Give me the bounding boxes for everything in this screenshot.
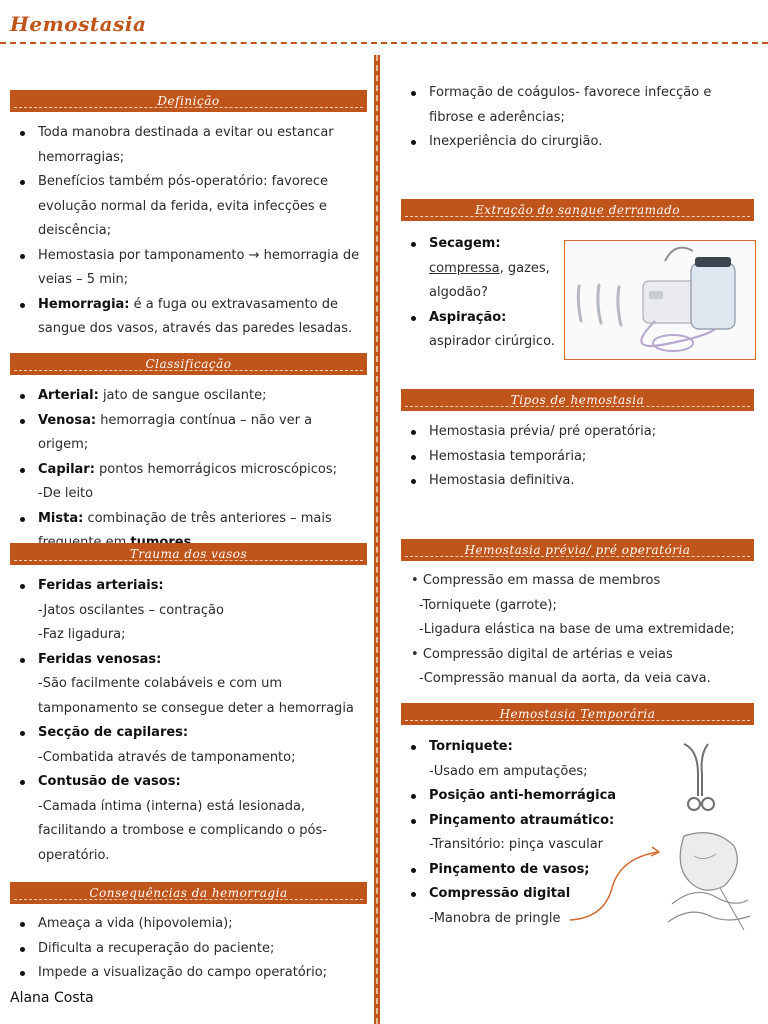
header-consequencias: Consequências da hemorragia (10, 882, 367, 904)
list-item: Secção de capilares: (10, 721, 366, 746)
aspirator-illustration (565, 241, 755, 359)
list-item: Feridas arteriais: (10, 574, 366, 599)
list-item: Aspiração: aspirador cirúrgico. (401, 306, 561, 355)
list-item: Benefícios também pós-operatório: favorece evolução normal da ferida, evita infecções e deiscência; (10, 170, 366, 244)
header-trauma: Trauma dos vasos (10, 543, 367, 565)
list-item: Venosa: hemorragia contínua – não ver a origem; (10, 409, 366, 458)
list-item: Hemostasia por tamponamento → hemorragia de veias – 5 min; (10, 244, 366, 293)
header-tipos: Tipos de hemostasia (401, 389, 754, 411)
list-subitem: -Usado em amputações; (429, 763, 588, 779)
list-item: Dificulta a recuperação do paciente; (10, 937, 366, 962)
header-definicao: Definição (10, 90, 367, 112)
list-subitem: -Manobra de pringle (429, 910, 561, 926)
vascular-clamp-icon (674, 740, 726, 816)
list-tipos (401, 420, 753, 494)
column-divider-dash (376, 55, 378, 1024)
list-item: Hemorragia: é a fuga ou extravasamento de sangue dos vasos, através das paredes lesadas. (10, 293, 366, 342)
list-item: Hemostasia definitiva. (401, 469, 753, 494)
list-item: Ameaça a vida (hipovolemia); (10, 912, 366, 937)
page-title: Hemostasia (10, 12, 147, 36)
list-extracao (401, 232, 561, 355)
header-temporaria: Hemostasia Temporária (401, 703, 754, 725)
list-subitem: -Compressão manual da aorta, da veia cava. (419, 671, 711, 686)
list-item: Pinçamento de vasos; (401, 858, 631, 883)
list-subitem: -Jatos oscilantes – contração (38, 602, 224, 618)
list-item: Impede a visualização do campo operatório; (10, 961, 366, 986)
header-extracao: Extração do sangue derramado (401, 199, 754, 221)
list-item: Secagem: compressa, gazes, algodão? (401, 232, 561, 306)
list-subitem: -Faz ligadura; (38, 627, 126, 642)
pringle-maneuver-illustration (664, 826, 754, 932)
list-classificacao (10, 384, 366, 556)
title-rule (0, 42, 768, 44)
list-continuacao (401, 81, 753, 155)
list-subitem: -De leito (38, 486, 94, 501)
author-signature: Alana Costa (10, 990, 94, 1006)
list-item: Compressão digital (401, 882, 631, 907)
list-consequencias (10, 912, 366, 986)
list-subitem: -São facilmente colabáveis e com um tamponamento se consegue deter a hemorragia (38, 676, 354, 716)
list-item: • Compressão digital de artérias e veias (411, 646, 673, 662)
list-item: Capilar: pontos hemorrágicos microscópicos; (10, 458, 366, 483)
list-subitem: -Torniquete (garrote); (419, 597, 557, 613)
list-item: Inexperiência do cirurgião. (401, 130, 753, 155)
list-item: Feridas venosas: (10, 648, 366, 673)
list-subitem: -Combatida através de tamponamento; (38, 749, 296, 765)
list-item: Formação de coágulos- favorece infecção e fibrose e aderências; (401, 81, 753, 130)
header-classificacao: Classificação (10, 353, 367, 375)
list-item: • Compressão em massa de membros (411, 573, 661, 588)
list-definicao (10, 121, 366, 342)
list-trauma (10, 574, 366, 868)
list-subitem: -Transitório: pinça vascular (429, 837, 604, 852)
surgical-aspirator-image (564, 240, 756, 360)
list-item: Toda manobra destinada a evitar ou estancar hemorragias; (10, 121, 366, 170)
list-previa (401, 569, 753, 692)
list-item: Pinçamento atraumático: (401, 809, 631, 834)
list-item: Arterial: jato de sangue oscilante; (10, 384, 366, 409)
list-item: Mista: combinação de três anteriores – mais (10, 507, 366, 556)
list-item: Torniquete: (401, 735, 631, 760)
curved-arrow-icon (560, 840, 666, 926)
list-subitem: -Ligadura elástica na base de uma extremidade; (419, 622, 735, 637)
list-subitem: -Camada íntima (interna) está lesionada, facilitando a trombose e complicando o pós-operatório. (38, 798, 327, 863)
list-item: Hemostasia prévia/ pré operatória; (401, 420, 753, 445)
list-item: Hemostasia temporária; (401, 445, 753, 470)
list-item: Posição anti-hemorrágica (401, 784, 631, 809)
header-previa: Hemostasia prévia/ pré operatória (401, 539, 754, 561)
list-item: Contusão de vasos: (10, 770, 366, 795)
